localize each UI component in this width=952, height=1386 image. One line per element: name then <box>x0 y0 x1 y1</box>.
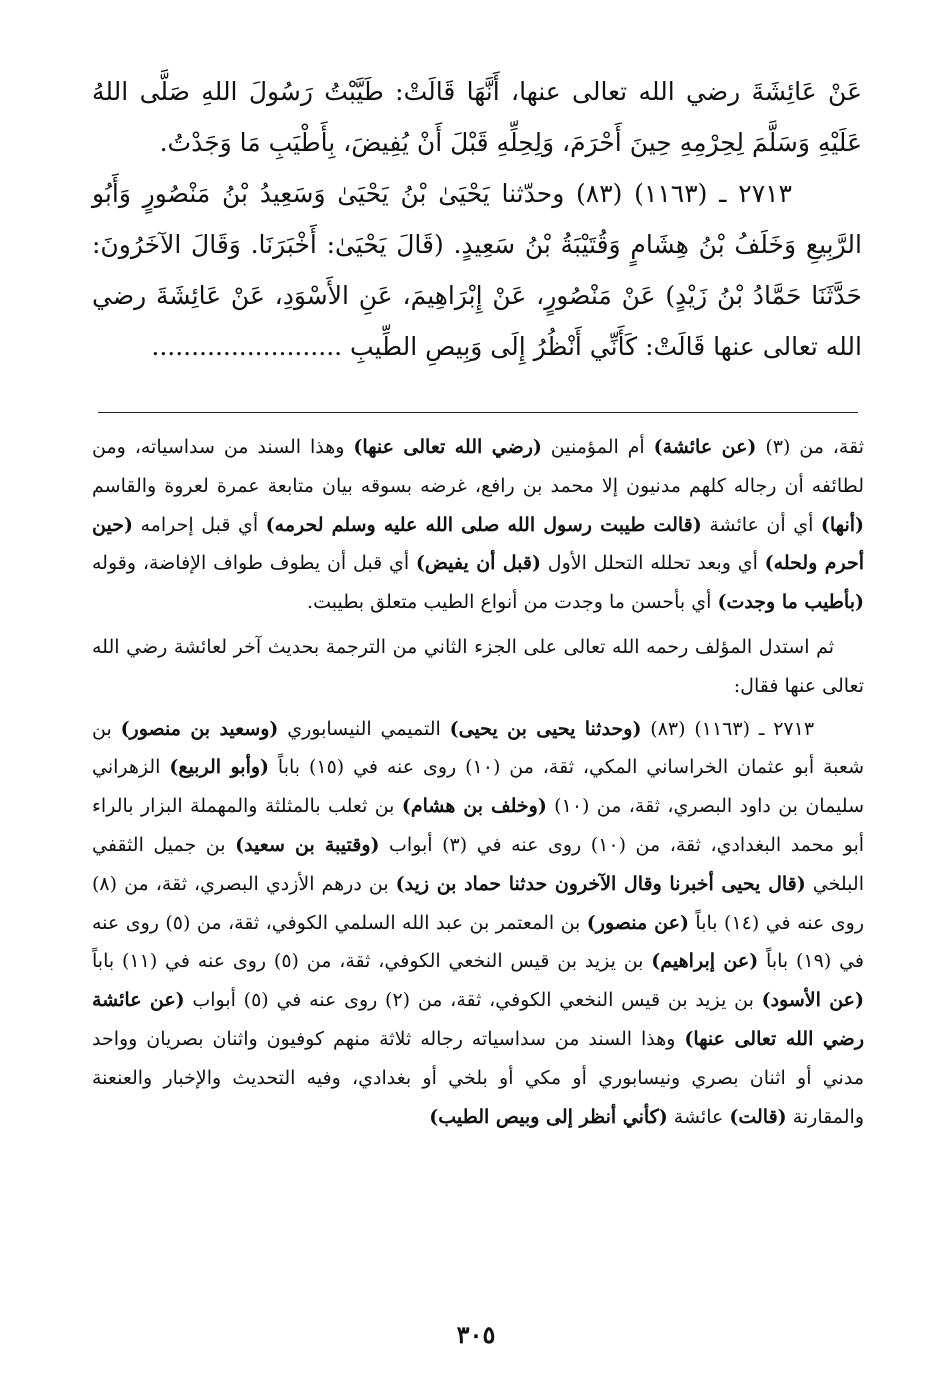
bold-quote-run: (أنها) <box>820 513 864 536</box>
bold-quote-run: (عن عائشة رضي الله تعالى عنها) <box>92 989 864 1050</box>
hadith-paragraph-2: ٢٧١٣ ـ (١١٦٣) (٨٣) وحدّثنا يَحْيَىٰ بْنُ يَحْيَىٰ وَسَعِيدُ بْنُ مَنْصُورٍ وَأَبُو الرَّبِيعِ وَخَلَفُ بْنُ هِشَامٍ وَقُتَيْبَةُ بْنُ سَعِيدٍ. (قَالَ يَحْيَىٰ: أَخْبَرَنَا. وَقَالَ الآخَرُونَ: حَدَّثَنَا حَمَّادُ بْنُ زَيْدٍ) عَنْ مَنْصُورٍ، عَنْ إِبْرَاهِيمَ، عَنِ الأَسْوَدِ، عَنْ عَائِشَةَ رضي الله تعالى عنها قَالَتْ: كَأَنِّي أَنْظُرُ إِلَى وَبِيصِ الطِّيبِ ........................ <box>92 179 862 361</box>
hadith-text <box>92 66 862 372</box>
text-run: ٢٧١٣ ـ (١١٦٣) (٨٣) <box>641 717 815 740</box>
text-run: أي قبل أن يطوف طواف الإفاضة، وقوله <box>92 552 416 575</box>
text-run: أي بأحسن ما وجدت من أنواع الطيب متعلق بطيبت. <box>307 591 718 614</box>
bold-quote-run: (قالت) <box>729 1105 787 1128</box>
text-run: بن درهم الأزدي البصري، ثقة، من (٨) روى عنه في (١٤) باباً <box>92 872 864 934</box>
commentary-paragraph-3 <box>92 710 864 1137</box>
bold-quote-run: (وخلف بن هشام) <box>401 795 547 818</box>
bold-quote-run: (قالت طيبت رسول الله صلى الله عليه وسلم لحرمه) <box>265 513 702 536</box>
bold-quote-run: (عن الأسود) <box>761 989 864 1012</box>
text-run: وهذا السند من سداسياته، ومن لطائفه أن رجاله كلهم مدنيون إلا محمد بن رافع، غرضه بسوقه بيان متابعة عمرة لعروة والقاسم <box>92 436 864 497</box>
bold-quote-run: (عن منصور) <box>586 911 689 934</box>
text-run: أم المؤمنين <box>541 436 654 458</box>
text-run: الزهراني سليمان بن داود البصري، ثقة، من (١٠) <box>92 756 864 818</box>
text-run: بن يزيد بن قيس النخعي الكوفي، ثقة، من (٢) روى عنه في (٥) أبواب <box>184 989 762 1012</box>
page-number: ٣٠٥ <box>456 1320 496 1349</box>
footnote-divider <box>98 412 858 413</box>
commentary-paragraph-1 <box>92 428 864 622</box>
text-run: أي وبعد تحلله التحلل الأول <box>540 552 765 575</box>
bold-quote-run: (وأبو الربيع) <box>169 756 270 779</box>
bold-quote-run: (كأني أنظر إلى وبيص الطيب) <box>429 1105 668 1128</box>
text-run: بن جميل الثقفي البلخي <box>92 833 864 895</box>
bold-quote-run: (بأطيب ما وجدت) <box>717 591 864 614</box>
bold-quote-run: (حين أحرم ولحله) <box>92 513 864 575</box>
text-run: بن يزيد بن قيس النخعي الكوفي، ثقة، من (٥) روى عنه في (١١) باباً <box>92 950 652 973</box>
bold-quote-run: (وحدثنا يحيى بن يحيى) <box>449 717 642 740</box>
text-run: أي قبل إحرامه <box>132 513 266 536</box>
text-run: وهذا السند من سداسياته رجاله ثلاثة منهم كوفيون واثنان بصريان وواحد مدني أو اثنان بصري ونيسابوري أو مكي أو بلخي أو بغدادي، وفيه التحديث والإخبار والعنعنة والمقارنة <box>92 1027 864 1128</box>
text-run: أي أن عائشة <box>701 513 821 536</box>
bold-quote-run: (وسعيد بن منصور) <box>120 717 279 740</box>
bold-quote-run: (قال يحيى أخبرنا وقال الآخرون حدثنا حماد بن زيد) <box>395 872 806 895</box>
commentary-text <box>92 428 864 1136</box>
text-run: بن المعتمر بن عبد الله السلمي الكوفي، ثقة، من (٥) روى عنه في (١٩) باباً <box>92 911 864 973</box>
hadith-paragraph-1: عَنْ عَائِشَةَ رضي الله تعالى عنها، أَنَّهَا قَالَتْ: طَيَّبْتُ رَسُولَ اللهِ صَلَّى اللهُ عَلَيْهِ وَسَلَّمَ لِحِرْمِهِ حِينَ أَحْرَمَ، وَلِحِلِّهِ قَبْلَ أَنْ يُفِيضَ، بِأَطْيَبِ مَا وَجَدْتُ. <box>92 77 862 157</box>
bold-quote-run: (قبل أن يفيض) <box>415 552 541 575</box>
text-run: بن ثعلب بالمثلثة والمهملة البزار بالراء أبو محمد البغدادي، ثقة، من (١٠) روى عنه في (٣) أبواب <box>92 795 865 856</box>
text-run: ثقة، من (٣) <box>756 436 865 458</box>
bold-quote-run: (وقتيبة بن سعيد) <box>235 833 380 856</box>
bold-quote-run: (عن إبراهيم) <box>651 950 759 973</box>
text-run: التميمي النيسابوري <box>278 717 450 740</box>
text-run: بن شعبة أبو عثمان الخراساني المكي، ثقة، من (١٠) روى عنه في (١٥) باباً <box>92 717 864 779</box>
bold-quote-run: (رضي الله تعالى عنها) <box>353 436 542 458</box>
commentary-paragraph-2: ثم استدل المؤلف رحمه الله تعالى على الجزء الثاني من الترجمة بحديث آخر لعائشة رضي الله تعالى عنها فقال: <box>92 635 864 697</box>
bold-quote-run: (عن عائشة) <box>653 436 757 458</box>
text-run: عائشة <box>667 1105 730 1128</box>
